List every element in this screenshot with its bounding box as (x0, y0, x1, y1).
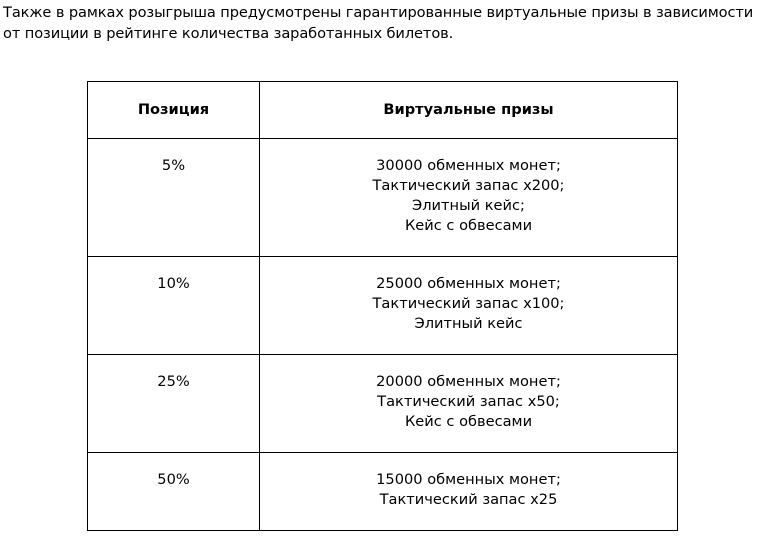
prize-item: 20000 обменных монет; (376, 373, 561, 390)
position-cell: 50% (88, 453, 260, 531)
intro-paragraph: Также в рамках розыгрыша предусмотрены гарантированные виртуальные призы в зависимости от позиции в рейтинге количества заработанных билетов. (3, 4, 754, 42)
table-header-row (88, 82, 678, 139)
prize-item: Кейс с обвесами (404, 217, 533, 234)
position-cell: 25% (88, 355, 260, 453)
prizes-cell (260, 139, 678, 257)
prizes-table (87, 81, 678, 531)
prize-item: Тактический запас x25 (379, 491, 558, 508)
prizes-cell (260, 453, 678, 531)
table-row (88, 453, 678, 531)
prize-item: Элитный кейс; (412, 197, 525, 214)
header-position: Позиция (88, 82, 260, 139)
prize-item: Тактический запас x200; (372, 177, 565, 194)
prize-item: 15000 обменных монет; (376, 471, 561, 488)
table-row (88, 139, 678, 257)
position-cell: 5% (88, 139, 260, 257)
prize-item: Тактический запас x50; (377, 393, 560, 410)
prize-item: 25000 обменных монет; (376, 275, 561, 292)
prizes-cell (260, 257, 678, 355)
table-row (88, 257, 678, 355)
header-prizes: Виртуальные призы (260, 82, 678, 139)
prize-item: 30000 обменных монет; (376, 157, 561, 174)
table-row (88, 355, 678, 453)
position-cell: 10% (88, 257, 260, 355)
prize-item: Тактический запас x100; (372, 295, 565, 312)
prizes-cell (260, 355, 678, 453)
prize-item: Кейс с обвесами (404, 413, 533, 430)
prize-item: Элитный кейс (414, 315, 523, 332)
